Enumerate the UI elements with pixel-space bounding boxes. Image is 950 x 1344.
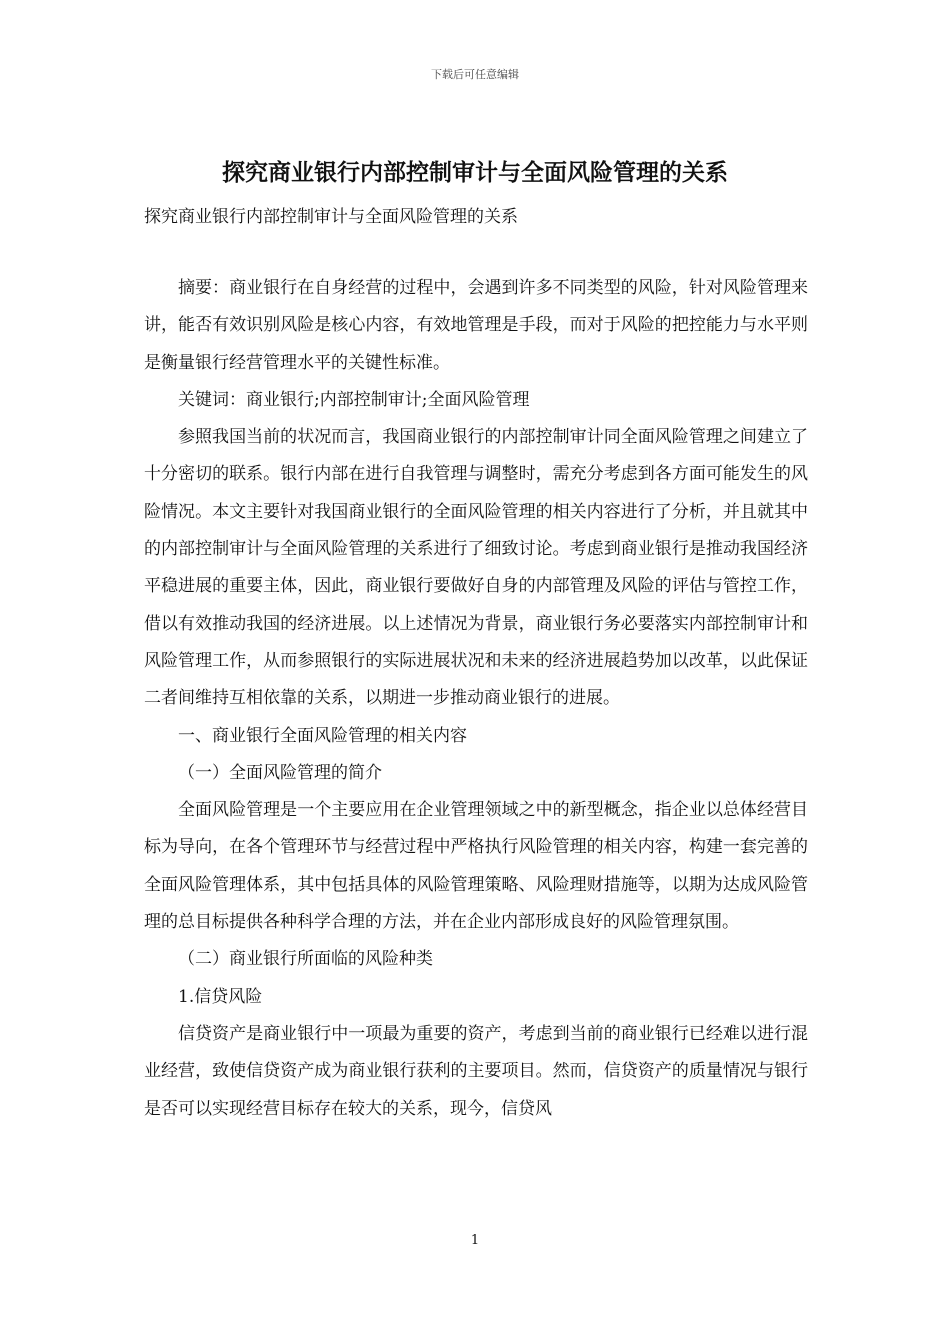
document-subtitle: 探究商业银行内部控制审计与全面风险管理的关系: [144, 207, 518, 227]
body-paragraph: 信贷资产是商业银行中一项最为重要的资产，考虑到当前的商业银行已经难以进行混业经营，致使信贷资产成为商业银行获利的主要项目。然而，信贷资产的质量情况与银行是否可以实现经营目标存在较大的关系，现今，信贷风: [144, 1023, 808, 1119]
keywords-paragraph: 关键词：商业银行;内部控制审计;全面风险管理: [178, 389, 530, 410]
intro-paragraph: 参照我国当前的状况而言，我国商业银行的内部控制审计同全面风险管理之间建立了十分密切的联系。银行内部在进行自我管理与调整时，需充分考虑到各方面可能发生的风险情况。本文主要针对我国商业银行的全面风险管理的相关内容进行了分析，并且就其中的内部控制审计与全面风险管理的关系进行了细致讨论。考虑到商业银行是推动我国经济平稳进展的重要主体，因此，商业银行要做好自身的内部管理及风险的评估与管控工作，借以有效推动我国的经济进展。以上述情况为背景，商业银行务必要落实内部控制审计和风险管理工作，从而参照银行的实际进展状况和未来的经济进展趋势加以改革，以此保证二者间维持互相依靠的关系，以期进一步推动商业银行的进展。: [144, 427, 808, 709]
document-body: [144, 270, 808, 1128]
document-title: 探究商业银行内部控制审计与全面风险管理的关系: [222, 159, 728, 186]
abstract-paragraph: 摘要：商业银行在自身经营的过程中，会遇到许多不同类型的风险，针对风险管理来讲，能否有效识别风险是核心内容，有效地管理是手段，而对于风险的把控能力与水平则是衡量银行经营管理水平的关键性标准。: [144, 278, 808, 373]
section-heading-1: 一、商业银行全面风险管理的相关内容: [178, 725, 467, 746]
subsection-heading-1: （一）全面风险管理的简介: [178, 762, 382, 783]
page-header: 下载后可任意编辑: [431, 68, 519, 81]
item-heading-credit-risk: 1.信贷风险: [178, 986, 263, 1007]
subsection-heading-2: （二）商业银行所面临的风险种类: [178, 949, 433, 970]
body-paragraph: 全面风险管理是一个主要应用在企业管理领域之中的新型概念，指企业以总体经营目标为导向，在各个管理环节与经营过程中严格执行风险管理的相关内容，构建一套完善的全面风险管理体系，其中包括具体的风险管理策略、风险理财措施等，以期为达成风险管理的总目标提供各种科学合理的方法，并在企业内部形成良好的风险管理氛围。: [144, 800, 808, 933]
page-number: 1: [470, 1233, 480, 1248]
